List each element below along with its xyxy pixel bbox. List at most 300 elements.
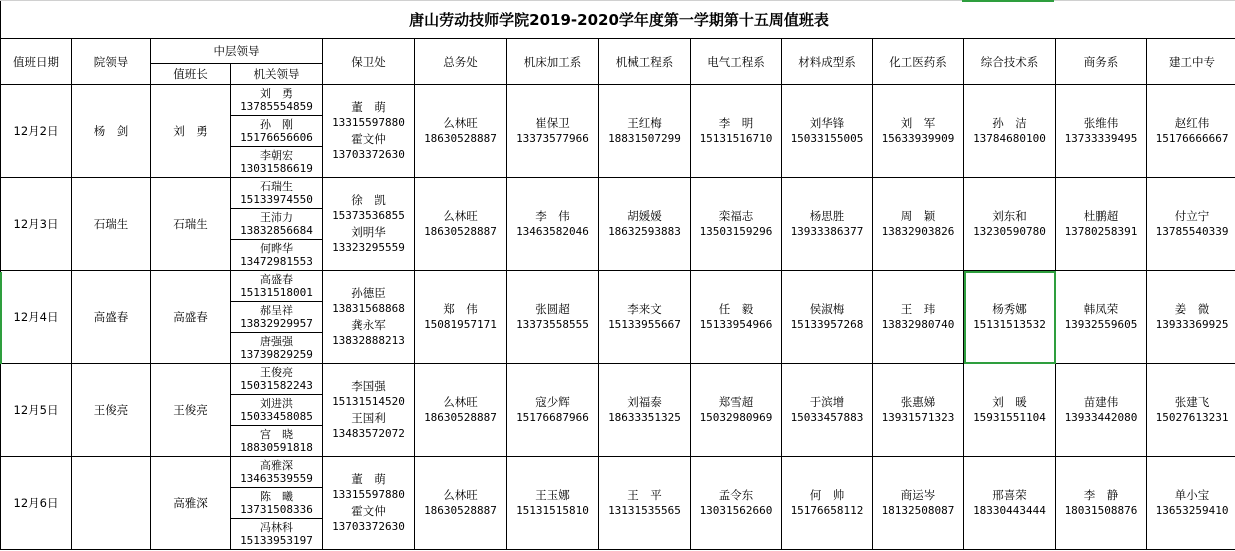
person-phone: 13832903826 (881, 225, 955, 238)
school-leader[interactable]: 王俊亮 (72, 364, 151, 457)
person-name: 刘 暖 (992, 395, 1027, 409)
duty-person-cell[interactable] (1056, 178, 1147, 271)
person-name: 何晔华 (260, 242, 293, 255)
person-phone: 15176666667 (1155, 132, 1229, 145)
person-phone: 15133974550 (240, 193, 313, 206)
person-name: 刘 勇 (260, 87, 293, 100)
duty-date[interactable]: 12月3日 (1, 178, 72, 271)
person-name: 么林旺 (443, 488, 478, 502)
person-name: 霍文仲 (351, 132, 386, 146)
office-leader-entry (231, 426, 322, 456)
duty-chief[interactable]: 王俊亮 (151, 364, 231, 457)
header-office-leader[interactable]: 机关领导 (231, 64, 323, 85)
person-phone: 13731508336 (240, 503, 313, 516)
person-name: 郝呈祥 (260, 304, 293, 317)
office-leader-entry (231, 488, 322, 519)
header-dept-5[interactable]: 化工医药系 (873, 39, 964, 85)
person-name: 杜鹏超 (1083, 209, 1119, 223)
person-phone: 15373536855 (332, 209, 405, 222)
person-name: 郑雪超 (718, 395, 754, 409)
person-name: 唐强强 (260, 335, 293, 348)
person-name: 周 颖 (900, 209, 936, 223)
security-people (323, 193, 414, 255)
school-leader[interactable] (72, 457, 151, 550)
person-phone: 15027613231 (1155, 411, 1229, 424)
security-people (323, 379, 414, 441)
person-phone: 13373577966 (516, 132, 589, 145)
duty-person (507, 302, 598, 332)
duty-person-cell[interactable] (1056, 85, 1147, 178)
duty-person (507, 209, 598, 239)
duty-person-cell[interactable] (782, 457, 873, 550)
person-name: 栾福志 (718, 209, 754, 223)
duty-person (1056, 302, 1146, 332)
duty-person (964, 116, 1055, 146)
duty-person (507, 488, 598, 518)
person-name: 宫 晓 (260, 428, 293, 441)
person-phone: 13373558555 (516, 318, 589, 331)
person-name: 王沛力 (260, 211, 293, 224)
duty-person-cell[interactable] (782, 85, 873, 178)
duty-person (691, 116, 781, 146)
duty-person-cell[interactable] (873, 364, 964, 457)
school-leader[interactable]: 石瑞生 (72, 178, 151, 271)
person-phone: 13733339495 (1064, 132, 1138, 145)
duty-person-cell[interactable] (1147, 364, 1235, 457)
duty-person-cell[interactable] (964, 271, 1056, 364)
office-leaders-cell[interactable] (231, 85, 323, 178)
duty-person (415, 488, 506, 518)
duty-person (1147, 116, 1235, 146)
duty-person (599, 209, 690, 239)
duty-person (1147, 209, 1235, 239)
person-name: 徐 凯 (351, 193, 386, 207)
person-phone: 13315597880 (332, 116, 405, 129)
header-general[interactable]: 总务处 (415, 39, 507, 85)
duty-person-cell[interactable] (873, 271, 964, 364)
person-name: 崔保卫 (535, 116, 570, 130)
person-phone: 18031508876 (1064, 504, 1138, 517)
duty-chief[interactable]: 石瑞生 (151, 178, 231, 271)
school-leader[interactable]: 杨 剑 (72, 85, 151, 178)
person-phone: 13703372630 (332, 520, 405, 533)
duty-person (507, 395, 598, 425)
person-phone: 18132508087 (881, 504, 955, 517)
person-phone: 13463539559 (240, 472, 313, 485)
person-name: 刘东和 (992, 209, 1027, 223)
duty-person-cell[interactable] (415, 178, 507, 271)
duty-person (691, 395, 781, 425)
office-leader-entry (231, 395, 322, 426)
person-phone: 15131516710 (699, 132, 773, 145)
person-phone: 13832888213 (332, 334, 405, 347)
duty-person (1147, 302, 1235, 332)
person-name: 姜 微 (1174, 302, 1210, 316)
header-leader[interactable]: 院领导 (72, 39, 151, 85)
person-name: 李 明 (718, 116, 754, 130)
duty-person-cell[interactable] (691, 178, 782, 271)
duty-person (507, 116, 598, 146)
person-name: 刘进洪 (260, 397, 293, 410)
person-name: 孟令东 (718, 488, 754, 502)
person-phone: 13785540339 (1155, 225, 1229, 238)
duty-person-cell[interactable] (507, 457, 599, 550)
office-leader-entry (231, 178, 322, 209)
person-phone: 13739829259 (240, 348, 313, 361)
person-name: 李 伟 (535, 209, 570, 223)
person-name: 董 萌 (351, 472, 386, 486)
duty-person-cell[interactable] (691, 364, 782, 457)
person-name: 杨思胜 (809, 209, 845, 223)
header-date[interactable]: 值班日期 (1, 39, 72, 85)
person-name: 陈 曦 (260, 490, 293, 503)
duty-person (873, 302, 963, 332)
duty-person-cell[interactable] (507, 364, 599, 457)
duty-person (782, 116, 872, 146)
security-cell[interactable] (323, 271, 415, 364)
security-cell[interactable] (323, 85, 415, 178)
duty-person (415, 302, 506, 332)
header-dept-6[interactable]: 综合技术系 (964, 39, 1056, 85)
office-leaders-cell[interactable] (231, 178, 323, 271)
duty-person-cell[interactable] (415, 271, 507, 364)
duty-person (873, 488, 963, 518)
duty-person-cell[interactable] (599, 364, 691, 457)
header-duty-chief[interactable]: 值班长 (151, 64, 231, 85)
person-phone: 18630528887 (424, 504, 497, 517)
person-name: 何 帅 (809, 488, 845, 502)
person-phone: 18630528887 (424, 411, 497, 424)
duty-person-cell[interactable] (507, 85, 599, 178)
person-phone: 15131518001 (240, 286, 313, 299)
office-leaders-cell[interactable] (231, 457, 323, 550)
office-leader-entry (231, 240, 322, 270)
person-name: 刘明华 (351, 225, 386, 239)
duty-person (873, 395, 963, 425)
duty-person-cell[interactable] (1147, 85, 1235, 178)
person-name: 张惠娣 (900, 395, 936, 409)
duty-chief[interactable]: 高盛春 (151, 271, 231, 364)
office-leader-entry (231, 364, 322, 395)
person-phone: 13230590780 (973, 225, 1046, 238)
person-name: 孙 刚 (260, 118, 293, 131)
person-name: 高盛春 (260, 273, 293, 286)
roster-row (1, 364, 1235, 457)
security-cell[interactable] (323, 457, 415, 550)
person-phone: 13315597880 (332, 488, 405, 501)
person-phone: 15176658112 (790, 504, 864, 517)
duty-person (1056, 116, 1146, 146)
person-phone: 18831507299 (608, 132, 681, 145)
security-people (323, 472, 414, 534)
person-phone: 15133953197 (240, 534, 313, 547)
person-phone: 13831568868 (332, 302, 405, 315)
duty-person-cell[interactable] (964, 178, 1056, 271)
office-leaders-cell[interactable] (231, 364, 323, 457)
person-name: 邢喜荣 (992, 488, 1027, 502)
roster-row (1, 271, 1235, 364)
person-phone: 18330443444 (973, 504, 1046, 517)
duty-person-cell[interactable] (415, 85, 507, 178)
person-phone: 13031586619 (240, 162, 313, 175)
duty-person (599, 395, 690, 425)
person-phone: 18830591818 (240, 441, 313, 454)
person-name: 么林旺 (443, 209, 478, 223)
header-dept-3[interactable]: 电气工程系 (691, 39, 782, 85)
selection-top-marker (962, 0, 1054, 2)
duty-person (782, 302, 872, 332)
person-name: 付立宁 (1174, 209, 1210, 223)
duty-person-cell[interactable] (782, 271, 873, 364)
duty-date[interactable]: 12月4日 (1, 271, 72, 364)
person-name: 寇少辉 (535, 395, 570, 409)
person-name: 商运岑 (900, 488, 936, 502)
duty-person (782, 209, 872, 239)
duty-date[interactable]: 12月6日 (1, 457, 72, 550)
person-name: 苗建伟 (1083, 395, 1119, 409)
duty-person (964, 488, 1055, 518)
person-phone: 13832929957 (240, 317, 313, 330)
duty-person-cell[interactable] (873, 178, 964, 271)
person-phone: 15131515810 (516, 504, 589, 517)
duty-person-cell[interactable] (691, 271, 782, 364)
person-phone: 18630528887 (424, 225, 497, 238)
security-people (323, 100, 414, 162)
person-name: 么林旺 (443, 395, 478, 409)
person-name: 张建飞 (1174, 395, 1210, 409)
duty-person (599, 116, 690, 146)
office-leaders-stack (231, 457, 322, 549)
person-name: 赵红伟 (1174, 116, 1210, 130)
duty-chief[interactable]: 刘 勇 (151, 85, 231, 178)
duty-person (782, 488, 872, 518)
duty-person-cell[interactable] (964, 85, 1056, 178)
person-name: 李国强 (351, 379, 386, 393)
person-phone: 15176656606 (240, 131, 313, 144)
person-name: 刘华锋 (809, 116, 845, 130)
school-leader[interactable]: 高盛春 (72, 271, 151, 364)
duty-person (964, 209, 1055, 239)
person-name: 王玉娜 (535, 488, 570, 502)
person-phone: 15133955667 (608, 318, 681, 331)
security-people (323, 286, 414, 348)
duty-date[interactable]: 12月2日 (1, 85, 72, 178)
person-name: 王 平 (627, 488, 662, 502)
office-leaders-stack (231, 85, 322, 177)
person-phone: 13503159296 (699, 225, 773, 238)
duty-person-cell[interactable] (782, 364, 873, 457)
duty-person-cell[interactable] (873, 457, 964, 550)
duty-person (873, 209, 963, 239)
office-leader-entry (231, 209, 322, 240)
person-name: 么林旺 (443, 116, 478, 130)
sheet-title[interactable]: 唐山劳动技师学院2019-2020学年度第一学期第十五周值班表 (1, 1, 1235, 39)
header-dept-8[interactable]: 建工中专 (1147, 39, 1235, 85)
person-phone: 13323295559 (332, 241, 405, 254)
person-phone: 15176687966 (516, 411, 589, 424)
duty-person-cell[interactable] (415, 457, 507, 550)
person-phone: 15633939909 (881, 132, 955, 145)
person-phone: 13131535565 (608, 504, 681, 517)
person-phone: 15081957171 (424, 318, 497, 331)
person-name: 侯淑梅 (809, 302, 845, 316)
duty-date[interactable]: 12月5日 (1, 364, 72, 457)
person-phone: 13932559605 (1064, 318, 1138, 331)
office-leader-entry (231, 147, 322, 177)
person-name: 杨秀娜 (992, 302, 1027, 316)
duty-person (1147, 488, 1235, 518)
duty-person-cell[interactable] (599, 85, 691, 178)
person-name: 李朝宏 (260, 149, 293, 162)
person-name: 孙 洁 (992, 116, 1027, 130)
duty-person (873, 116, 963, 146)
office-leader-entry (231, 302, 322, 333)
roster-row (1, 457, 1235, 550)
person-name: 石瑞生 (260, 180, 293, 193)
duty-person-cell[interactable] (599, 178, 691, 271)
office-leaders-stack (231, 178, 322, 270)
person-name: 王 玮 (900, 302, 936, 316)
person-phone: 13832856684 (240, 224, 313, 237)
office-leader-entry (231, 85, 322, 116)
person-name: 张维伟 (1083, 116, 1119, 130)
person-phone: 18632593883 (608, 225, 681, 238)
person-name: 韩凤荣 (1083, 302, 1119, 316)
person-phone: 13703372630 (332, 148, 405, 161)
duty-person (1056, 488, 1146, 518)
duty-person (415, 116, 506, 146)
office-leader-entry (231, 457, 322, 488)
duty-chief[interactable]: 高雅深 (151, 457, 231, 550)
person-phone: 13933386377 (790, 225, 864, 238)
roster-row (1, 85, 1235, 178)
duty-person-cell[interactable] (1147, 271, 1235, 364)
duty-person-cell[interactable] (782, 178, 873, 271)
person-name: 冯林科 (260, 521, 293, 534)
duty-person (691, 209, 781, 239)
duty-person-cell[interactable] (415, 364, 507, 457)
person-name: 刘 军 (900, 116, 936, 130)
person-phone: 15931551104 (973, 411, 1046, 424)
duty-person (782, 395, 872, 425)
person-phone: 13931571323 (881, 411, 955, 424)
person-name: 李来文 (627, 302, 662, 316)
person-name: 孙德臣 (351, 286, 386, 300)
duty-person-cell[interactable] (1147, 178, 1235, 271)
person-name: 郑 伟 (443, 302, 478, 316)
person-phone: 13933369925 (1155, 318, 1229, 331)
header-dept-2[interactable]: 机械工程系 (599, 39, 691, 85)
duty-person (1056, 395, 1146, 425)
duty-person-cell[interactable] (599, 271, 691, 364)
person-phone: 15031582243 (240, 379, 313, 392)
person-phone: 13031562660 (699, 504, 773, 517)
person-phone: 13933442080 (1064, 411, 1138, 424)
person-phone: 15033458085 (240, 410, 313, 423)
duty-person (964, 395, 1055, 425)
person-phone: 15133954966 (699, 318, 773, 331)
duty-person-cell[interactable] (1056, 457, 1147, 550)
person-phone: 18630528887 (424, 132, 497, 145)
person-name: 胡媛媛 (627, 209, 662, 223)
person-phone: 13784680100 (973, 132, 1046, 145)
duty-person-cell[interactable] (873, 85, 964, 178)
person-phone: 13653259410 (1155, 504, 1229, 517)
office-leaders-stack (231, 271, 322, 363)
duty-person-cell[interactable] (691, 85, 782, 178)
person-name: 龚永军 (351, 318, 386, 332)
duty-person (415, 209, 506, 239)
duty-person (599, 302, 690, 332)
person-name: 刘福泰 (627, 395, 662, 409)
person-name: 李 静 (1083, 488, 1119, 502)
person-name: 王俊亮 (260, 366, 293, 379)
header-dept-7[interactable]: 商务系 (1056, 39, 1147, 85)
person-name: 董 萌 (351, 100, 386, 114)
duty-person (1147, 395, 1235, 425)
duty-person (691, 488, 781, 518)
person-name: 霍文仲 (351, 504, 386, 518)
person-phone: 13780258391 (1064, 225, 1138, 238)
person-phone: 15133957268 (790, 318, 864, 331)
office-leader-entry (231, 116, 322, 147)
duty-person (691, 302, 781, 332)
security-cell[interactable] (323, 364, 415, 457)
duty-person-cell[interactable] (599, 457, 691, 550)
person-name: 王红梅 (627, 116, 662, 130)
duty-person-cell[interactable] (964, 364, 1056, 457)
office-leader-entry (231, 333, 322, 363)
person-phone: 13483572072 (332, 427, 405, 440)
duty-person-cell[interactable] (507, 178, 599, 271)
header-middle-leaders[interactable]: 中层领导 (151, 39, 323, 64)
person-phone: 15032980969 (699, 411, 773, 424)
person-phone: 15033155005 (790, 132, 864, 145)
person-phone: 13832980740 (881, 318, 955, 331)
header-security[interactable]: 保卫处 (323, 39, 415, 85)
office-leaders-cell[interactable] (231, 271, 323, 364)
person-phone: 13472981553 (240, 255, 313, 268)
duty-person (964, 302, 1055, 332)
person-phone: 13463582046 (516, 225, 589, 238)
duty-person-cell[interactable] (691, 457, 782, 550)
person-phone: 15131513532 (973, 318, 1046, 331)
roster-row (1, 178, 1235, 271)
person-name: 高雅深 (260, 459, 293, 472)
person-phone: 18633351325 (608, 411, 681, 424)
duty-person (599, 488, 690, 518)
header-dept-4[interactable]: 材料成型系 (782, 39, 873, 85)
row-selection-marker (0, 272, 2, 364)
duty-person (415, 395, 506, 425)
person-name: 王国利 (351, 411, 386, 425)
person-name: 任 毅 (718, 302, 754, 316)
duty-person-cell[interactable] (1056, 271, 1147, 364)
header-dept-1[interactable]: 机床加工系 (507, 39, 599, 85)
office-leader-entry (231, 271, 322, 302)
person-phone: 15033457883 (790, 411, 864, 424)
person-name: 张圆超 (535, 302, 570, 316)
duty-person-cell[interactable] (964, 457, 1056, 550)
person-phone: 13785554859 (240, 100, 313, 113)
duty-person-cell[interactable] (507, 271, 599, 364)
duty-person-cell[interactable] (1056, 364, 1147, 457)
security-cell[interactable] (323, 178, 415, 271)
person-phone: 15131514520 (332, 395, 405, 408)
person-name: 于滨增 (809, 395, 845, 409)
office-leaders-stack (231, 364, 322, 456)
duty-person-cell[interactable] (1147, 457, 1235, 550)
